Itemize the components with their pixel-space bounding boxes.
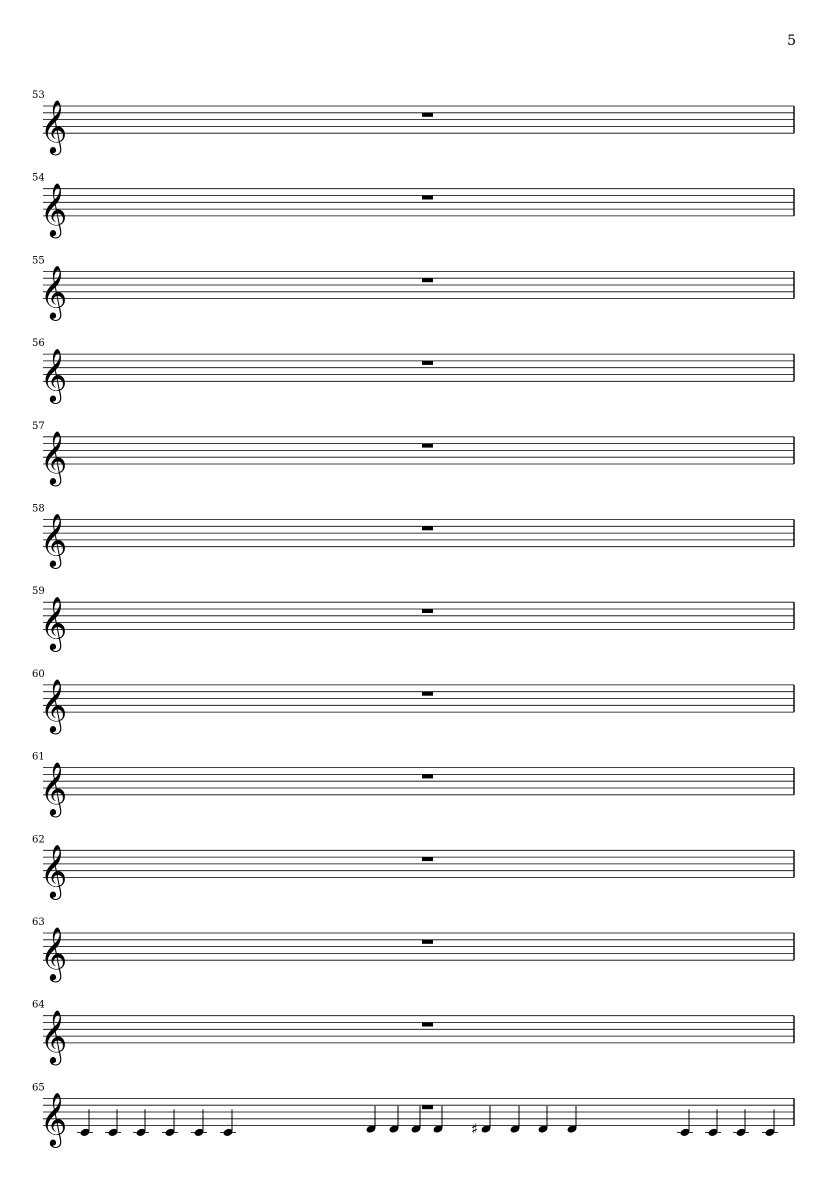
treble-clef-icon: 𝄞 [40,264,68,319]
measure-number: 58 [32,503,45,515]
treble-clef-icon: 𝄞 [40,181,68,236]
measure-number: 65 [32,1082,45,1094]
quarter-note [77,1109,93,1137]
measure-number: 62 [32,834,45,846]
whole-rest [422,774,433,778]
measure-number: 63 [32,917,45,928]
quarter-note [677,1109,693,1137]
staff-system [32,255,794,320]
quarter-note [220,1109,236,1137]
measure-number: 60 [32,668,45,680]
treble-clef-icon: 𝄞 [40,99,68,154]
staff-system [32,1082,794,1147]
whole-rest [422,113,433,117]
quarter-note [566,1106,577,1134]
quarter-note [133,1109,149,1137]
whole-rest [422,692,433,696]
quarter-note [410,1106,421,1134]
whole-rest [422,278,433,282]
staff-system [32,752,794,817]
measure-number: 61 [32,751,45,763]
treble-clef-icon: 𝄞 [40,843,68,898]
staff-system [32,338,794,403]
treble-clef-icon: 𝄞 [40,430,68,484]
staff-system [32,586,794,651]
quarter-note [733,1109,749,1137]
staff-system [32,1000,794,1065]
measure-number: 57 [32,420,45,432]
whole-rest [422,609,433,613]
treble-clef-icon: 𝄞 [40,678,68,733]
treble-clef-icon: 𝄞 [40,760,68,815]
staff-system [32,173,794,238]
whole-rest [422,1105,433,1109]
measure-number: 54 [32,172,45,184]
staff-system [32,421,794,486]
quarter-note [471,1106,492,1138]
quarter-note [537,1106,548,1134]
quarter-note [705,1109,721,1137]
treble-clef-icon: 𝄞 [40,1091,68,1146]
quarter-note [365,1106,376,1134]
whole-rest [422,526,433,530]
quarter-note [432,1106,443,1134]
staff-system [32,917,794,982]
measure-number: 56 [32,338,45,350]
treble-clef-icon: 𝄞 [40,512,68,567]
measure-number: 53 [32,90,45,101]
whole-rest [422,857,433,861]
treble-clef-icon: 𝄞 [40,347,68,402]
quarter-note [509,1106,520,1134]
measure-number: 64 [32,999,45,1011]
staff-system [32,834,794,899]
whole-rest [422,940,433,944]
whole-rest [422,196,433,200]
quarter-note [162,1109,178,1137]
quarter-note [191,1109,207,1137]
whole-rest [422,444,433,448]
whole-rest [422,361,433,365]
treble-clef-icon: 𝄞 [40,926,68,981]
quarter-note [105,1109,121,1137]
measure-number: 59 [32,586,45,598]
whole-rest [422,1023,433,1027]
page-number: 5 [787,33,796,49]
treble-clef-icon: 𝄞 [40,595,68,650]
quarter-note [388,1106,399,1134]
staff-system [32,504,794,569]
treble-clef-icon: 𝄞 [40,1008,68,1063]
quarter-note [762,1109,778,1137]
sharp-icon: ♯ [471,1120,479,1138]
staff-system [32,669,794,734]
measure-number: 55 [32,255,45,267]
staff-system [32,90,794,155]
